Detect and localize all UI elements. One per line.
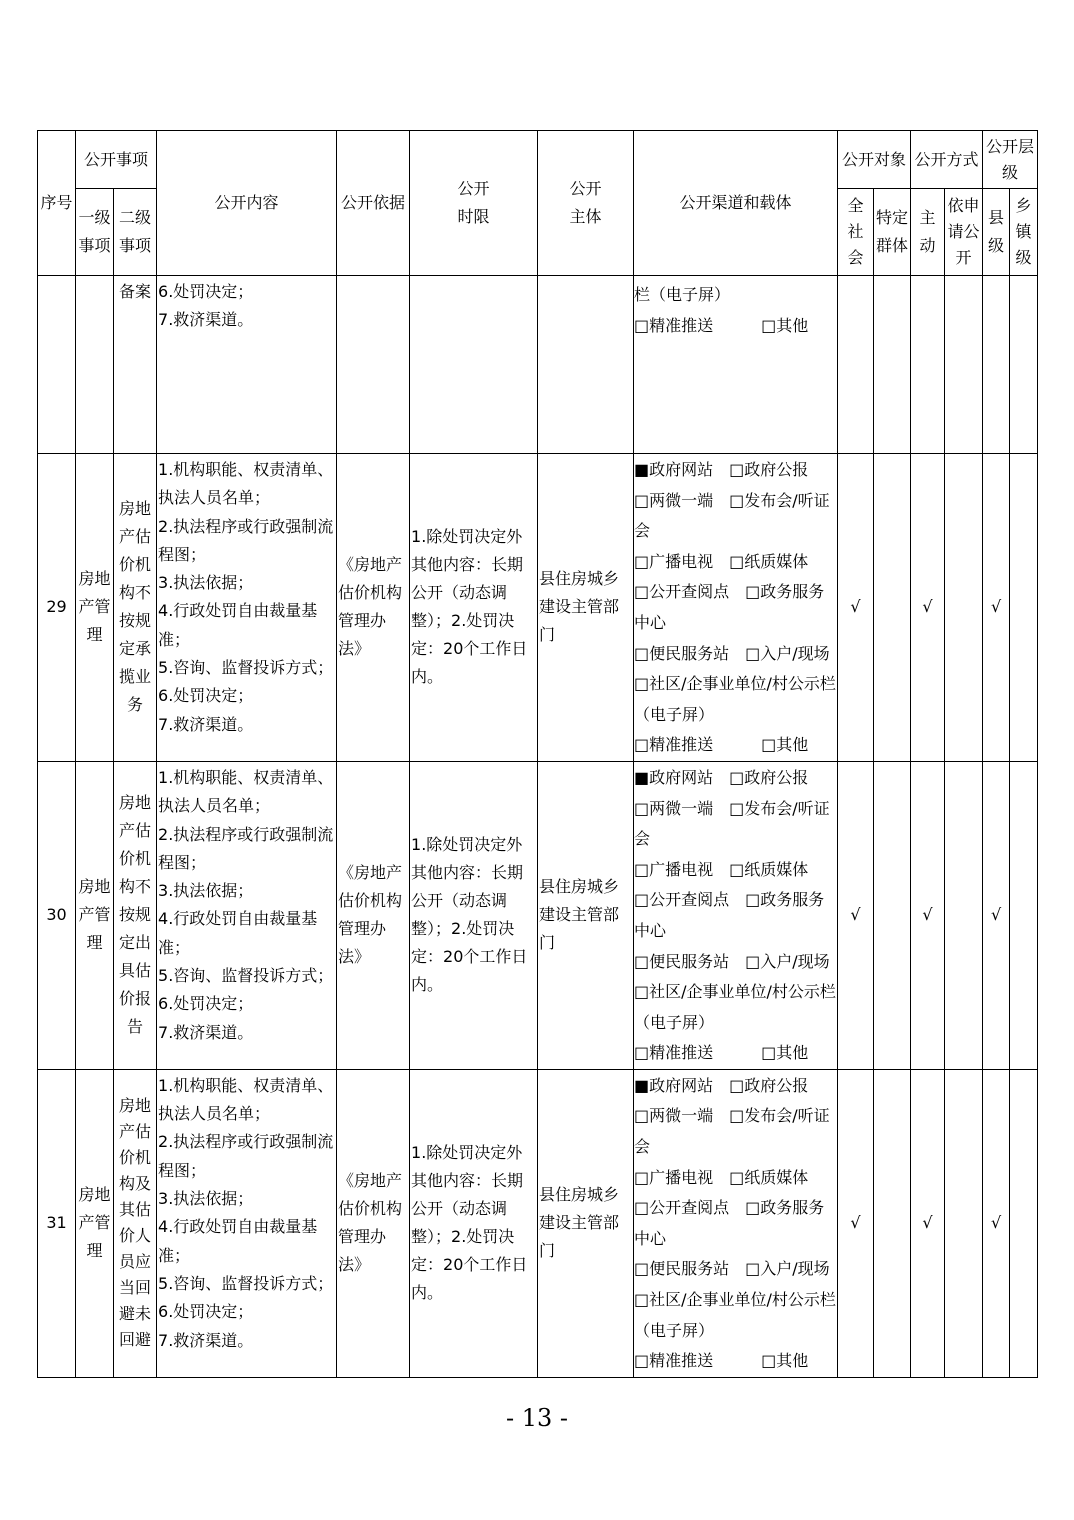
channel-line: □精准推送 □其他 <box>634 1043 809 1063</box>
level1-cell: 房地 产管 理 <box>76 1069 114 1377</box>
content-line: 5.咨询、监督投诉方式； <box>158 966 334 986</box>
level2-cell: 房地 产估 价机 构不 按规 定出 具估 价报 告 <box>114 761 157 1069</box>
page-number: - 13 - <box>505 1404 568 1432</box>
header-basis: 公开依据 <box>337 131 410 276</box>
header-county: 县 级 <box>983 189 1010 276</box>
content-line: 4.行政处罚自由裁量基准； <box>158 909 318 957</box>
content-line: 3.执法依据； <box>158 1189 254 1209</box>
header-town: 乡 镇 级 <box>1010 189 1038 276</box>
active-check: √ <box>911 761 945 1069</box>
channel-line: □公开查阅点 □政务服务中心 <box>634 1198 825 1248</box>
subject-cell: 县住房城乡建设主管部门 <box>538 1069 634 1377</box>
content-line: 1.机构职能、权责清单、执法人员名单； <box>158 1075 334 1124</box>
content-line: 2.执法程序或行政强制流程图； <box>158 1132 334 1180</box>
seq-cell: 29 <box>38 454 76 762</box>
content-line: 2.执法程序或行政强制流程图； <box>158 516 334 564</box>
channel-line: 栏（电子屏） <box>634 285 731 304</box>
channel-line: □广播电视 □纸质媒体 <box>634 1167 809 1187</box>
time-limit-cell: 1.除处罚决定外其他内容：长期公开（动态调整）；2.处罚决定：20个工作日内。 <box>410 1069 538 1377</box>
town-cell <box>1010 276 1038 454</box>
level1-cell <box>76 276 114 454</box>
active-check: √ <box>911 1069 945 1377</box>
seq-cell <box>38 276 76 454</box>
header-matter: 公开事项 <box>76 131 157 189</box>
town-check <box>1010 1069 1038 1377</box>
channel-line: □广播电视 □纸质媒体 <box>634 551 809 571</box>
header-subject: 公开 主体 <box>538 131 634 276</box>
basis-cell: 《房地产估价机构管理办法》 <box>337 761 410 1069</box>
content-line: 7.救济渠道。 <box>158 714 254 734</box>
content-cell <box>157 1069 337 1377</box>
content-line: 3.执法依据； <box>158 881 254 901</box>
basis-cell: 《房地产估价机构管理办法》 <box>337 454 410 762</box>
header-level2: 二级 事项 <box>114 189 157 276</box>
channel-cell <box>634 1069 838 1377</box>
channel-line: □两微一端 □发布会/听证会 <box>634 490 830 541</box>
on-request-cell <box>945 276 983 454</box>
content-line: 6.处罚决定； <box>158 994 254 1014</box>
header-level: 公开层 级 <box>983 131 1038 189</box>
county-cell <box>983 276 1010 454</box>
all-society-cell <box>838 276 874 454</box>
header-level1: 一级 事项 <box>76 189 114 276</box>
basis-cell <box>337 276 410 454</box>
header-time-limit: 公开 时限 <box>410 131 538 276</box>
content-line: 6.处罚决定； <box>158 686 254 706</box>
content-line: 6.处罚决定； <box>158 1302 254 1322</box>
channel-line: □公开查阅点 □政务服务中心 <box>634 582 825 632</box>
content-line: 7.救济渠道。 <box>158 1022 254 1042</box>
on-request-check <box>945 761 983 1069</box>
county-check: √ <box>983 1069 1010 1377</box>
content-line: 6.处罚决定； <box>158 282 254 301</box>
content-line: 5.咨询、监督投诉方式； <box>158 1273 334 1293</box>
content-line: 7.救济渠道。 <box>158 310 254 330</box>
town-check <box>1010 761 1038 1069</box>
table-row <box>38 761 1038 1069</box>
county-check: √ <box>983 761 1010 1069</box>
specific-group-check <box>874 1069 911 1377</box>
channel-line: ■政府网站 □政府公报 <box>634 767 809 787</box>
channel-line: □社区/企事业单位/村公示栏（电子屏） <box>634 674 836 724</box>
table-row-continuation <box>38 276 1038 454</box>
content-line: 4.行政处罚自由裁量基准； <box>158 601 318 649</box>
all-society-check: √ <box>838 454 874 762</box>
header-method: 公开方式 <box>911 131 983 189</box>
channel-line: ■政府网站 □政府公报 <box>634 460 809 479</box>
channel-cell <box>634 276 838 454</box>
basis-cell: 《房地产估价机构管理办法》 <box>337 1069 410 1377</box>
channel-line: □两微一端 □发布会/听证会 <box>634 798 830 849</box>
channel-line: □精准推送 □其他 <box>634 315 809 335</box>
channel-cell <box>634 454 838 762</box>
specific-group-cell <box>874 276 911 454</box>
content-line: 2.执法程序或行政强制流程图； <box>158 824 334 872</box>
channel-line: □精准推送 □其他 <box>634 1351 809 1371</box>
header-seq: 序号 <box>38 131 76 276</box>
channel-line: □精准推送 □其他 <box>634 735 809 755</box>
subject-cell: 县住房城乡建设主管部门 <box>538 454 634 762</box>
channel-line: □广播电视 □纸质媒体 <box>634 859 809 879</box>
level2-cell: 房地 产估 价机 构及 其估 价人 员应 当回 避未 回避 <box>114 1069 157 1377</box>
subject-cell: 县住房城乡建设主管部门 <box>538 761 634 1069</box>
specific-group-check <box>874 454 911 762</box>
time-limit-cell <box>410 276 538 454</box>
active-cell <box>911 276 945 454</box>
seq-cell: 31 <box>38 1069 76 1377</box>
time-limit-cell: 1.除处罚决定外其他内容：长期公开（动态调整）；2.处罚决定：20个工作日内。 <box>410 761 538 1069</box>
content-line: 3.执法依据； <box>158 573 254 593</box>
channel-line: □便民服务站 □入户/现场 <box>634 1259 830 1279</box>
header-specific-group: 特定 群体 <box>874 189 911 276</box>
channel-line: □便民服务站 □入户/现场 <box>634 643 830 663</box>
content-cell <box>157 761 337 1069</box>
level1-cell: 房地 产管 理 <box>76 454 114 762</box>
header-on-request: 依申 请公 开 <box>945 189 983 276</box>
all-society-check: √ <box>838 761 874 1069</box>
channel-line: □公开查阅点 □政务服务中心 <box>634 890 825 940</box>
content-line: 1.机构职能、权责清单、执法人员名单； <box>158 460 334 508</box>
seq-cell: 30 <box>38 761 76 1069</box>
header-all-society: 全 社 会 <box>838 189 874 276</box>
level2-cell: 备案 <box>114 276 157 454</box>
on-request-check <box>945 1069 983 1377</box>
table-row <box>38 1069 1038 1377</box>
channel-line: □两微一端 □发布会/听证会 <box>634 1106 830 1157</box>
channel-line: □社区/企事业单位/村公示栏（电子屏） <box>634 1290 836 1340</box>
table-row <box>38 454 1038 762</box>
disclosure-table <box>37 130 1038 1378</box>
channel-line: □便民服务站 □入户/现场 <box>634 951 830 971</box>
header-target: 公开对象 <box>838 131 911 189</box>
content-cell <box>157 276 337 454</box>
all-society-check: √ <box>838 1069 874 1377</box>
town-check <box>1010 454 1038 762</box>
specific-group-check <box>874 761 911 1069</box>
channel-cell <box>634 761 838 1069</box>
time-limit-cell: 1.除处罚决定外其他内容：长期公开（动态调整）；2.处罚决定：20个工作日内。 <box>410 454 538 762</box>
content-line: 7.救济渠道。 <box>158 1330 254 1350</box>
channel-line: □社区/企事业单位/村公示栏（电子屏） <box>634 982 836 1032</box>
level1-cell: 房地 产管 理 <box>76 761 114 1069</box>
content-cell <box>157 454 337 762</box>
channel-line: ■政府网站 □政府公报 <box>634 1075 809 1095</box>
header-channel: 公开渠道和载体 <box>634 131 838 276</box>
content-line: 1.机构职能、权责清单、执法人员名单； <box>158 767 334 816</box>
header-active: 主 动 <box>911 189 945 276</box>
county-check: √ <box>983 454 1010 762</box>
on-request-check <box>945 454 983 762</box>
header-content: 公开内容 <box>157 131 337 276</box>
active-check: √ <box>911 454 945 762</box>
content-line: 5.咨询、监督投诉方式； <box>158 658 334 678</box>
content-line: 4.行政处罚自由裁量基准； <box>158 1217 318 1265</box>
level2-cell: 房地 产估 价机 构不 按规 定承 揽业 务 <box>114 454 157 762</box>
subject-cell <box>538 276 634 454</box>
